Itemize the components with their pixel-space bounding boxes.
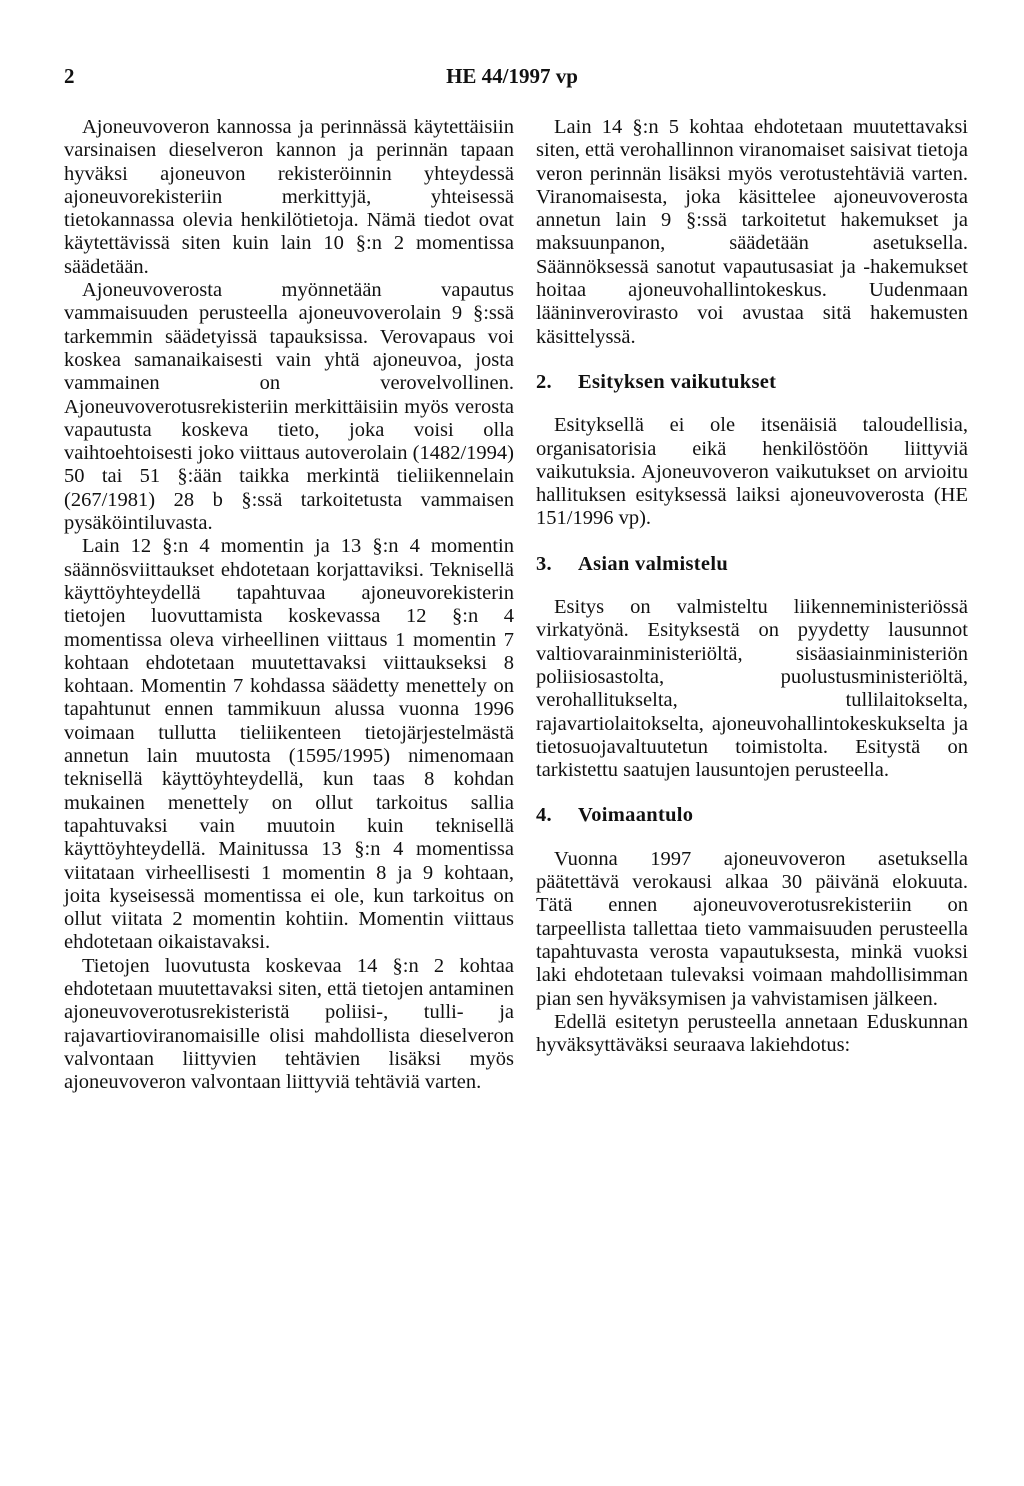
paragraph-vehicle-tax-collection: Ajoneuvoveron kannossa ja perinnässä käytettäisiin varsinaisen dieselveron kannon ja perinnän tapaan hyväksi ajoneuvon rekisteröinnin yhteydessä ajoneuvorekisteriin merkittyjä, yhteisessä tietokannassa olevia henkilötietoja. Nämä tiedot ovat käytettävissä siten kuin lain 10 §:n 2 momentissa säädetään. — [64, 116, 514, 278]
section-heading-effects — [536, 371, 968, 394]
section-heading-preparation — [536, 553, 968, 576]
page-header — [64, 56, 960, 96]
left-column — [64, 116, 514, 1094]
right-column — [536, 116, 968, 1057]
section-heading-entry-into-force — [536, 804, 968, 827]
paragraph-effects: Esityksellä ei ole itsenäisiä taloudellisia, organisatorisia eikä henkilöstöön liittyviä vaikutuksia. Ajoneuvoveron vaikutukset on arvioitu hallituksen esityksessä laiksi ajoneuvoverosta (HE 151/1996 vp). — [536, 414, 968, 530]
paragraph-preparation: Esitys on valmisteltu liikenneministeriössä virkatyönä. Esityksestä on pyydetty lausunnot valtiovarainministeriöltä, sisäasiainministeriön poliisiosastolta, puolustusministeriöltä, verohallitukselta, tullilaitokselta, rajavartiolaitokselta, ajoneuvohallintokeskukselta ja tietosuojavaltuutetun toimistolta. Esitystä on tarkistettu saatujen lausuntojen perusteella. — [536, 596, 968, 782]
paragraph-proposal-statement: Edellä esitetyn perusteella annetaan Eduskunnan hyväksyttäväksi seuraava lakiehdotus: — [536, 1010, 968, 1057]
paragraph-data-disclosure: Tietojen luovutusta koskevaa 14 §:n 2 kohtaa ehdotetaan muutettavaksi siten, että tietojen antaminen ajoneuvoverotusrekisteristä poliisi-, tulli- ja rajavartioviranomaisille olisi mahdollista dieselveron valvontaan liittyvien tehtävien lisäksi myös ajoneuvoveron valvontaan liittyviä tehtäviä varten. — [64, 954, 514, 1094]
section-title: Voimaantulo — [578, 804, 694, 827]
section-title: Esityksen vaikutukset — [578, 370, 777, 393]
paragraph-tax-administration: Lain 14 §:n 5 kohtaa ehdotetaan muutettavaksi siten, että verohallinnon viranomaiset saisivat tietoja veron perinnän lisäksi myös verotustehtäviä varten. Viranomaisesta, joka käsittelee ajoneuvoverosta annetun lain 9 §:ssä tarkoitetut hakemukset ja maksuunpanon, säädetään asetuksella. Säännöksessä sanotut vapautusasiat ja -hakemukset hoitaa ajoneuvohallintokeskus. Uudenmaan lääninverovirasto voi avustaa sitä hakemusten käsittelyssä. — [536, 116, 968, 348]
paragraph-entry-into-force: Vuonna 1997 ajoneuvoveron asetuksella päätettävä verokausi alkaa 30 päivänä elokuuta. Tätä ennen ajoneuvoverotusrekisteriin on tarpeellista tallettaa tieto vammaisuuden perusteella tapahtuvasta verosta vapautuksesta, minkä vuoksi laki ehdotetaan tulevaksi voimaan mahdollisimman pian sen hyväksymisen ja vahvistamisen jälkeen. — [536, 847, 968, 1010]
paragraph-reference-corrections: Lain 12 §:n 4 momentin ja 13 §:n 4 momentin säännösviittaukset ehdotetaan korjattaviksi. Teknisellä käyttöyhteydellä tapahtuvaa ajoneuvorekisterin tietojen luovuttamista koskevassa 12 §:n 4 momentissa oleva virheellinen viittaus 1 momentin 7 kohtaan ehdotetaan muutettavaksi viittaukseksi 8 kohtaan. Momentin 7 kohdassa säädetty menettely on tapahtunut ennen tammikuun alussa vuonna 1996 voimaan tullutta tieliikenteen tietojärjestelmästä annetun lain muutosta (1595/1995) nimenomaan teknisellä käyttöyhteydellä, kun taas 8 kohdan mukainen menettely on ollut tarkoitus sallia tapahtuvaksi vain muutoin kuin teknisellä käyttöyhteydellä. Mainitussa 13 §:n 4 momentissa viitataan virheellisesti 1 momentin 8 ja 9 kohtaan, joita kyseisessä momentissa ei ole, kun tarkoitus on ollut viitata 2 momentin kohtiin. Momentin viittaus ehdotetaan oikaistavaksi. — [64, 535, 514, 954]
running-title: HE 44/1997 vp — [446, 64, 578, 88]
section-number: 2. — [536, 370, 552, 393]
section-title: Asian valmistelu — [578, 552, 729, 575]
section-number: 3. — [536, 552, 552, 575]
section-number: 4. — [536, 804, 552, 827]
page-number: 2 — [64, 64, 75, 88]
paragraph-disability-exemption: Ajoneuvoverosta myönnetään vapautus vammaisuuden perusteella ajoneuvoverolain 9 §:ssä tarkemmin säädetyissä tapauksissa. Verovapaus voi koskea samanaikaisesti vain yhtä ajoneuvoa, josta vammainen on verovelvollinen. Ajoneuvoverotusrekisteriin merkittäisiin myös verosta vapautusta koskeva tieto, joka voisi olla vaihtoehtoisesti joko viittaus autoverolain (1482/1994) 50 tai 51 §:ään taikka merkintä tieliikennelain (267/1981) 28 b §:ssä tarkoitetusta vammaisen pysäköintiluvasta. — [64, 279, 514, 535]
